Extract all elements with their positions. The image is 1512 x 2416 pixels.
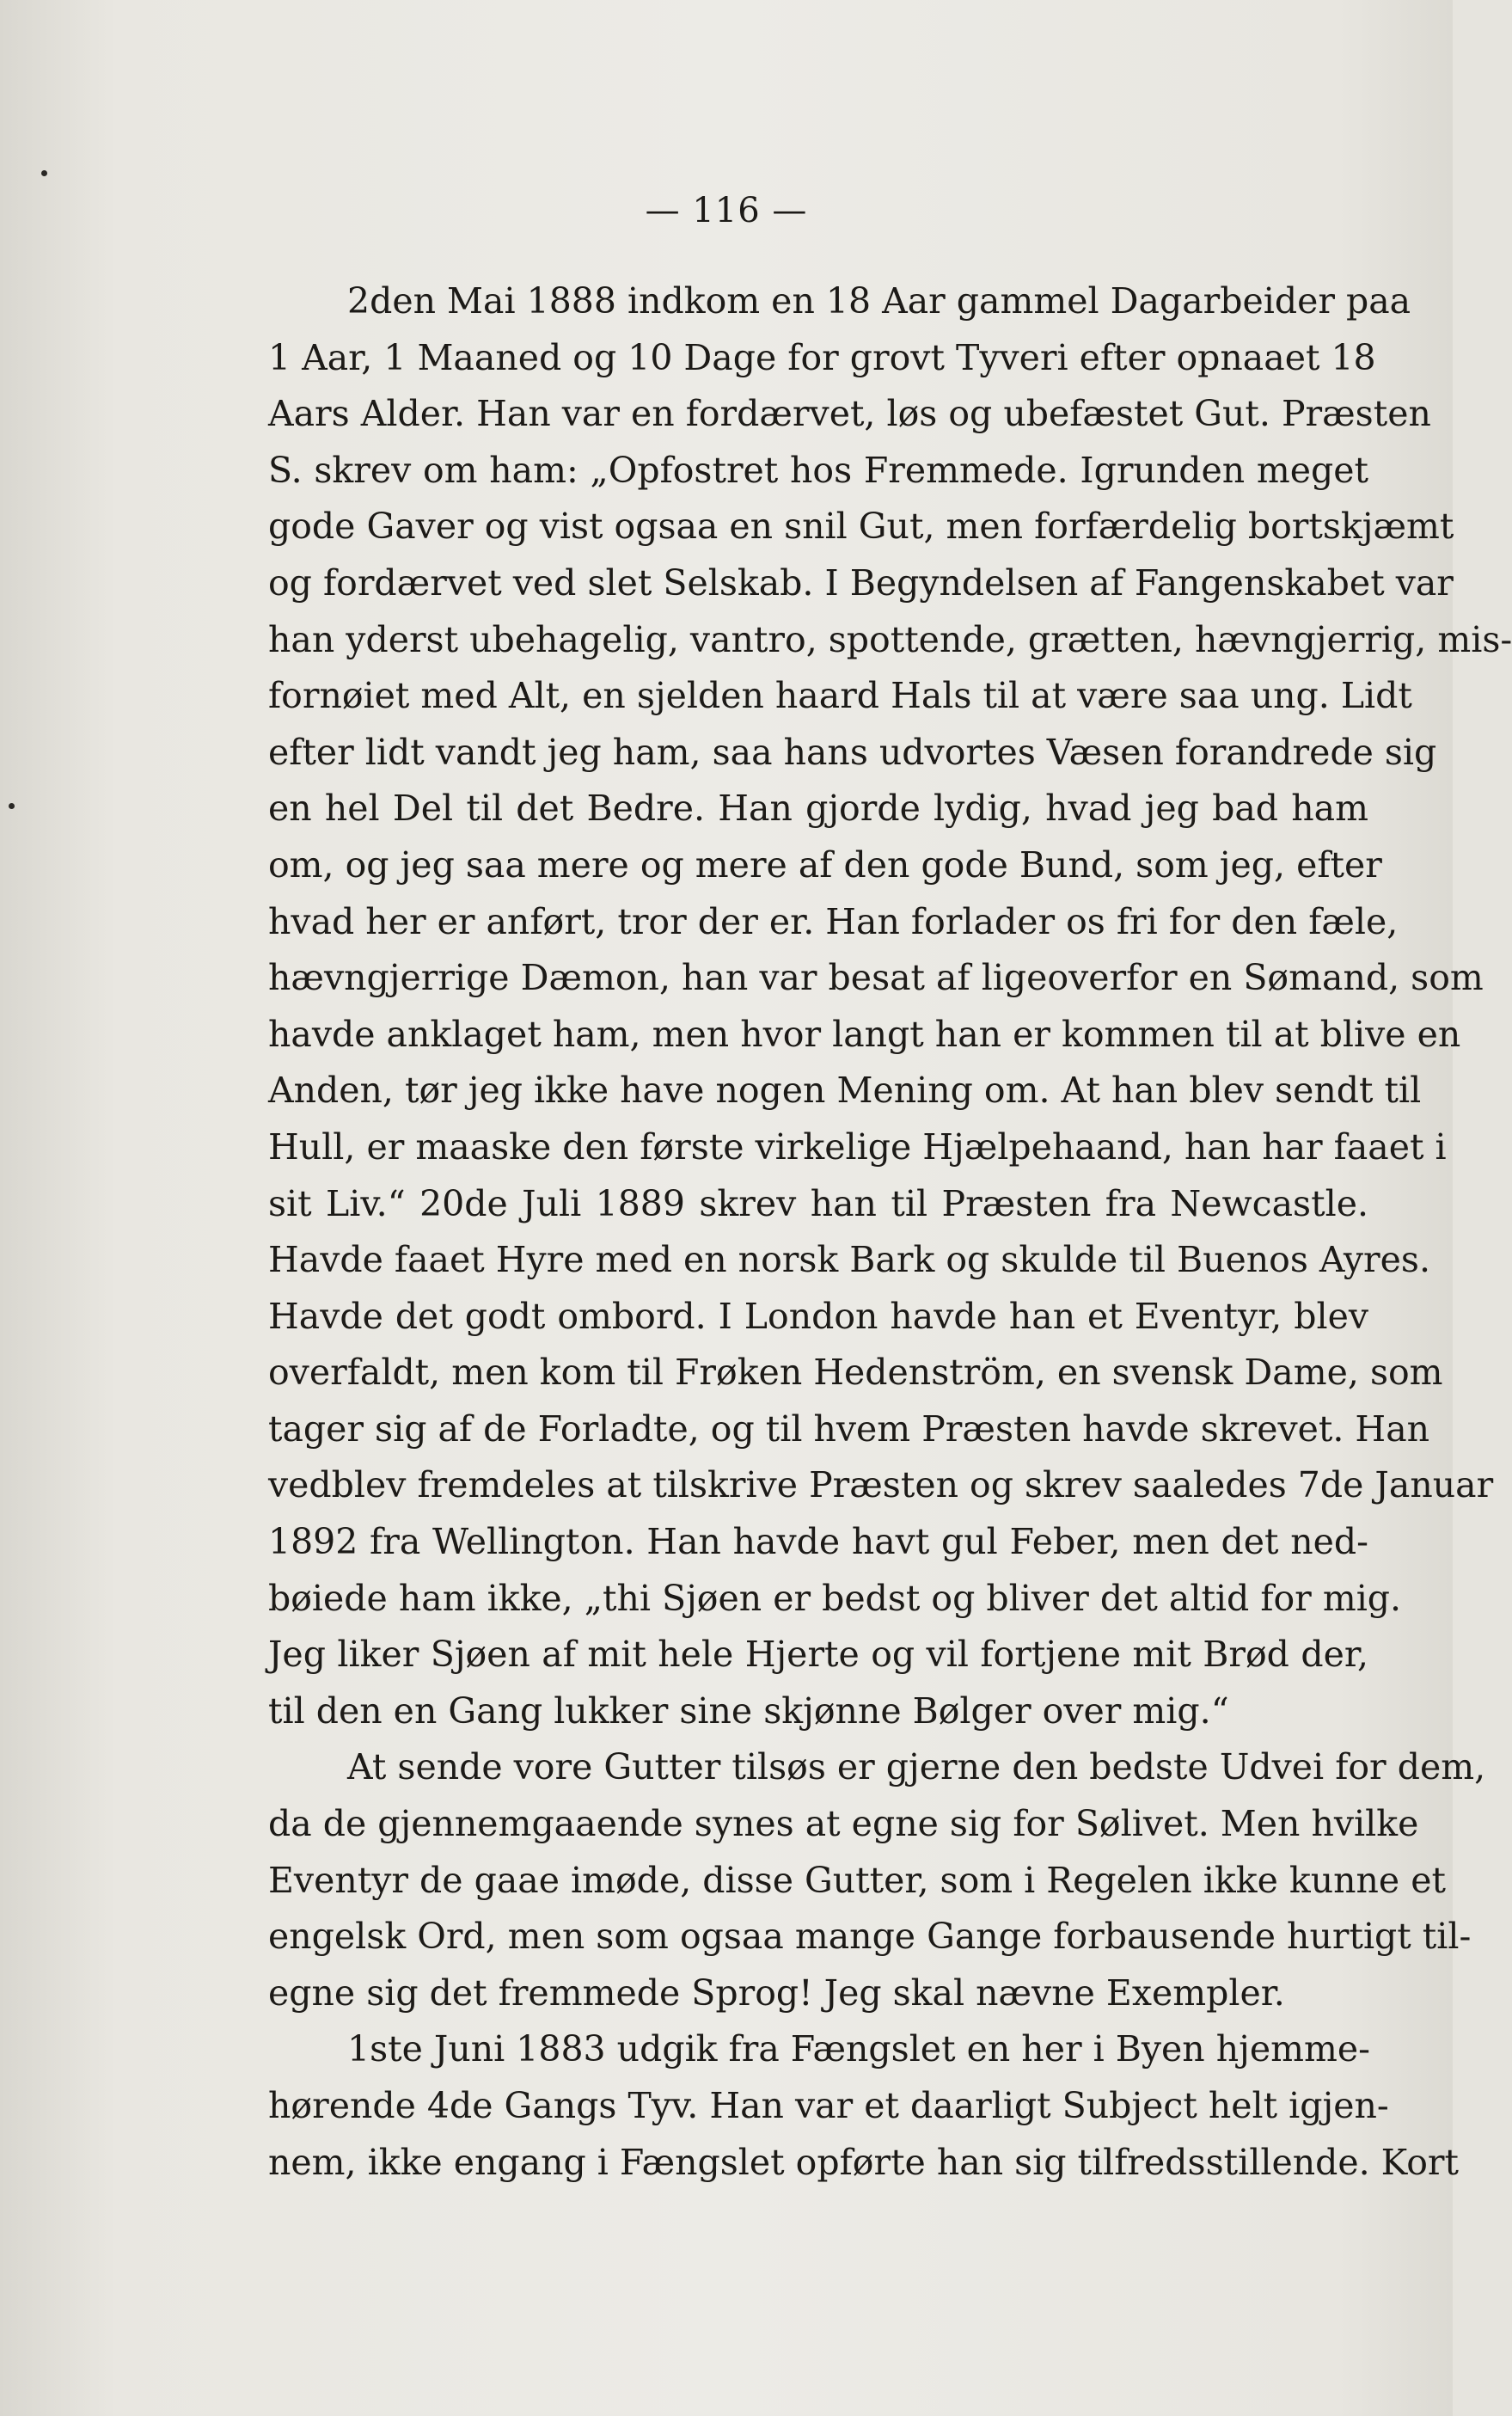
text-line: til den en Gang lukker sine skjønne Bølger over mig.“ (268, 1689, 1229, 1732)
text-line: havde anklaget ham, men hvor langt han er kommen til at blive en (268, 1013, 1461, 1055)
text-line: sit Liv.“ 20de Juli 1889 skrev han til Præsten fra Newcastle. (268, 1182, 1368, 1224)
text-line: 2den Mai 1888 indkom en 18 Aar gammel Dagarbeider paa (347, 280, 1411, 322)
text-line: tager sig af de Forladte, og til hvem Præsten havde skrevet. Han (268, 1407, 1430, 1450)
text-line: hørende 4de Gangs Tyv. Han var et daarligt Subject helt igjen- (268, 2085, 1389, 2126)
text-line: 1 Aar, 1 Maaned og 10 Dage for grovt Tyveri efter opnaaet 18 (268, 336, 1376, 378)
text-line: og fordærvet ved slet Selskab. I Begyndelsen af Fangenskabet var (268, 561, 1454, 604)
text-line: At sende vore Gutter tilsøs er gjerne den bedste Udvei for dem, (347, 1746, 1486, 1788)
text-line: han yderst ubehagelig, vantro, spottende, grætten, hævngjerrig, mis- (268, 618, 1512, 660)
text-line: nem, ikke engang i Fængslet opførte han sig tilfredsstillende. Kort (268, 2141, 1459, 2183)
text-line: Havde det godt ombord. I London havde han et Eventyr, blev (268, 1295, 1368, 1337)
text-line: bøiede ham ikke, „thi Sjøen er bedst og bliver det altid for mig. (268, 1577, 1402, 1619)
text-line: efter lidt vandt jeg ham, saa hans udvortes Væsen forandrede sig (268, 731, 1437, 773)
text-line: 1892 fra Wellington. Han havde havt gul Feber, men det ned- (268, 1521, 1368, 1563)
paragraph (268, 273, 1512, 1739)
text-line: da de gjennemgaaende synes at egne sig for Sølivet. Men hvilke (268, 1803, 1419, 1845)
text-line: Hull, er maaske den første virkelige Hjælpehaand, han har faaet i (268, 1125, 1447, 1168)
text-line: gode Gaver og vist ogsaa en snil Gut, men forfærdelig bortskjæmt (268, 506, 1454, 548)
paper-speck (41, 170, 47, 176)
text-line: vedblev fremdeles at tilskrive Præsten og skrev saaledes 7de Januar (268, 1464, 1494, 1506)
paper-speck (9, 803, 15, 809)
text-line: engelsk Ord, men som ogsaa mange Gange forbausende hurtigt til- (268, 1916, 1472, 1958)
text-line: fornøiet med Alt, en sjelden haard Hals til at være saa ung. Lidt (268, 675, 1412, 717)
text-line: overfaldt, men kom til Frøken Hedenström, en svensk Dame, som (268, 1352, 1443, 1394)
text-line: S. skrev om ham: „Opfostret hos Fremmede. Igrunden meget (268, 449, 1368, 491)
page-number: — 116 — (645, 191, 808, 230)
paragraph (268, 1739, 1486, 2021)
text-line: hævngjerrige Dæmon, han var besat af ligeoverfor en Sømand, som (268, 957, 1484, 999)
paragraph (268, 2021, 1459, 2191)
text-line: Anden, tør jeg ikke have nogen Mening om. At han blev sendt til (268, 1070, 1422, 1112)
text-line: om, og jeg saa mere og mere af den gode Bund, som jeg, efter (268, 843, 1382, 886)
text-line: Jeg liker Sjøen af mit hele Hjerte og vil fortjene mit Brød der, (268, 1634, 1368, 1676)
text-line: en hel Del til det Bedre. Han gjorde lydig, hvad jeg bad ham (268, 788, 1368, 830)
text-line: Eventyr de gaae imøde, disse Gutter, som i Regelen ikke kunne et (268, 1859, 1446, 1901)
body-text (268, 273, 1512, 2191)
text-line: Aars Alder. Han var en fordærvet, løs og ubefæstet Gut. Præsten (268, 393, 1431, 435)
text-line: 1ste Juni 1883 udgik fra Fængslet en her i Byen hjemme- (347, 2028, 1370, 2070)
text-line: egne sig det fremmede Sprog! Jeg skal nævne Exempler. (268, 1971, 1285, 2014)
text-line: hvad her er anført, tror der er. Han forlader os fri for den fæle, (268, 900, 1399, 942)
text-line: Havde faaet Hyre med en norsk Bark og skulde til Buenos Ayres. (268, 1239, 1430, 1281)
